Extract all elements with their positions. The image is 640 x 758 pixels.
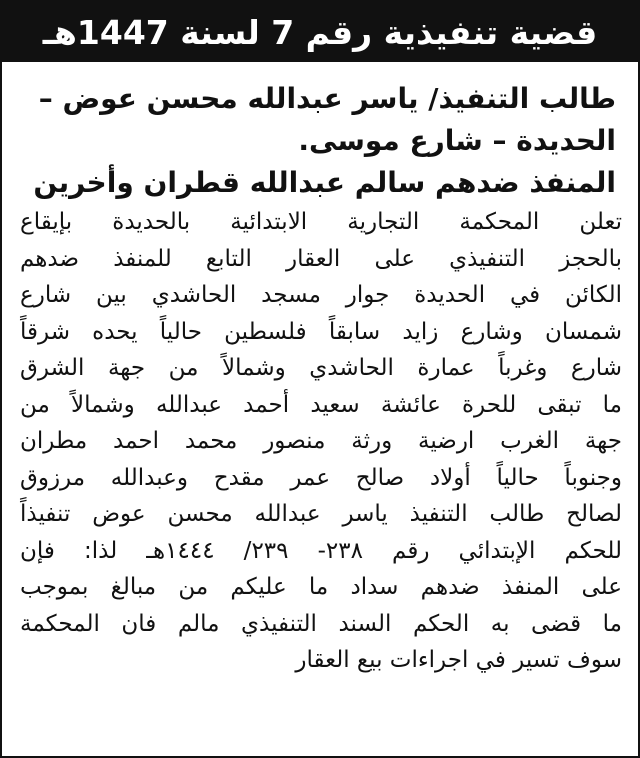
body-line: سوف تسير في اجراءات بيع العقار (295, 647, 622, 673)
body-line: ما تبقى للحرة عائشة سعيد أحمد عبدالله وشمالاً من (20, 391, 622, 418)
body-line: على المنفذ ضدهم سداد ما عليكم من مبالغ بموجب (20, 574, 622, 600)
notice-parties (2, 78, 638, 204)
notice-body (2, 204, 638, 679)
body-line: بالحجز التنفيذي على العقار التابع للمنفذ ضدهم (20, 245, 622, 272)
body-line: للحكم الإبتدائي رقم ٢٣٨- ٢٣٩/ ١٤٤٤هـ لذا: فإن (20, 537, 622, 564)
body-line: ما قضى به الحكم السند التنفيذي مالم فان المحكمة (20, 610, 622, 637)
body-line: شمسان وشارع زايد سابقاً فلسطين حالياً يحده شرقاً (20, 318, 622, 345)
applicant-line: طالب التنفيذ/ ياسر عبدالله محسن عوض – (38, 82, 616, 115)
body-line: شارع وغرباً عمارة الحاشدي وشمالاً من جهة الشرق (20, 355, 622, 381)
body-line: لصالح طالب التنفيذ ياسر عبدالله محسن عوض تنفيذاً (20, 501, 622, 527)
body-line: جهة الغرب ارضية ورثة منصور محمد احمد مطران (20, 428, 622, 454)
applicant-address-line: الحديدة – شارع موسى. (298, 124, 616, 157)
respondents-line: المنفذ ضدهم سالم عبدالله قطران وأخرين (33, 166, 616, 199)
notice-title: قضية تنفيذية رقم 7 لسنة 1447هـ (2, 2, 638, 62)
body-line: الكائن في الحديدة جوار مسجد الحاشدي بين شارع (20, 282, 622, 308)
body-line: تعلن المحكمة التجارية الابتدائية بالحديدة بإيقاع (20, 209, 622, 235)
body-line: وجنوباً حالياً أولاد صالح عمر مقدح وعبدالله مرزوق (20, 464, 622, 491)
